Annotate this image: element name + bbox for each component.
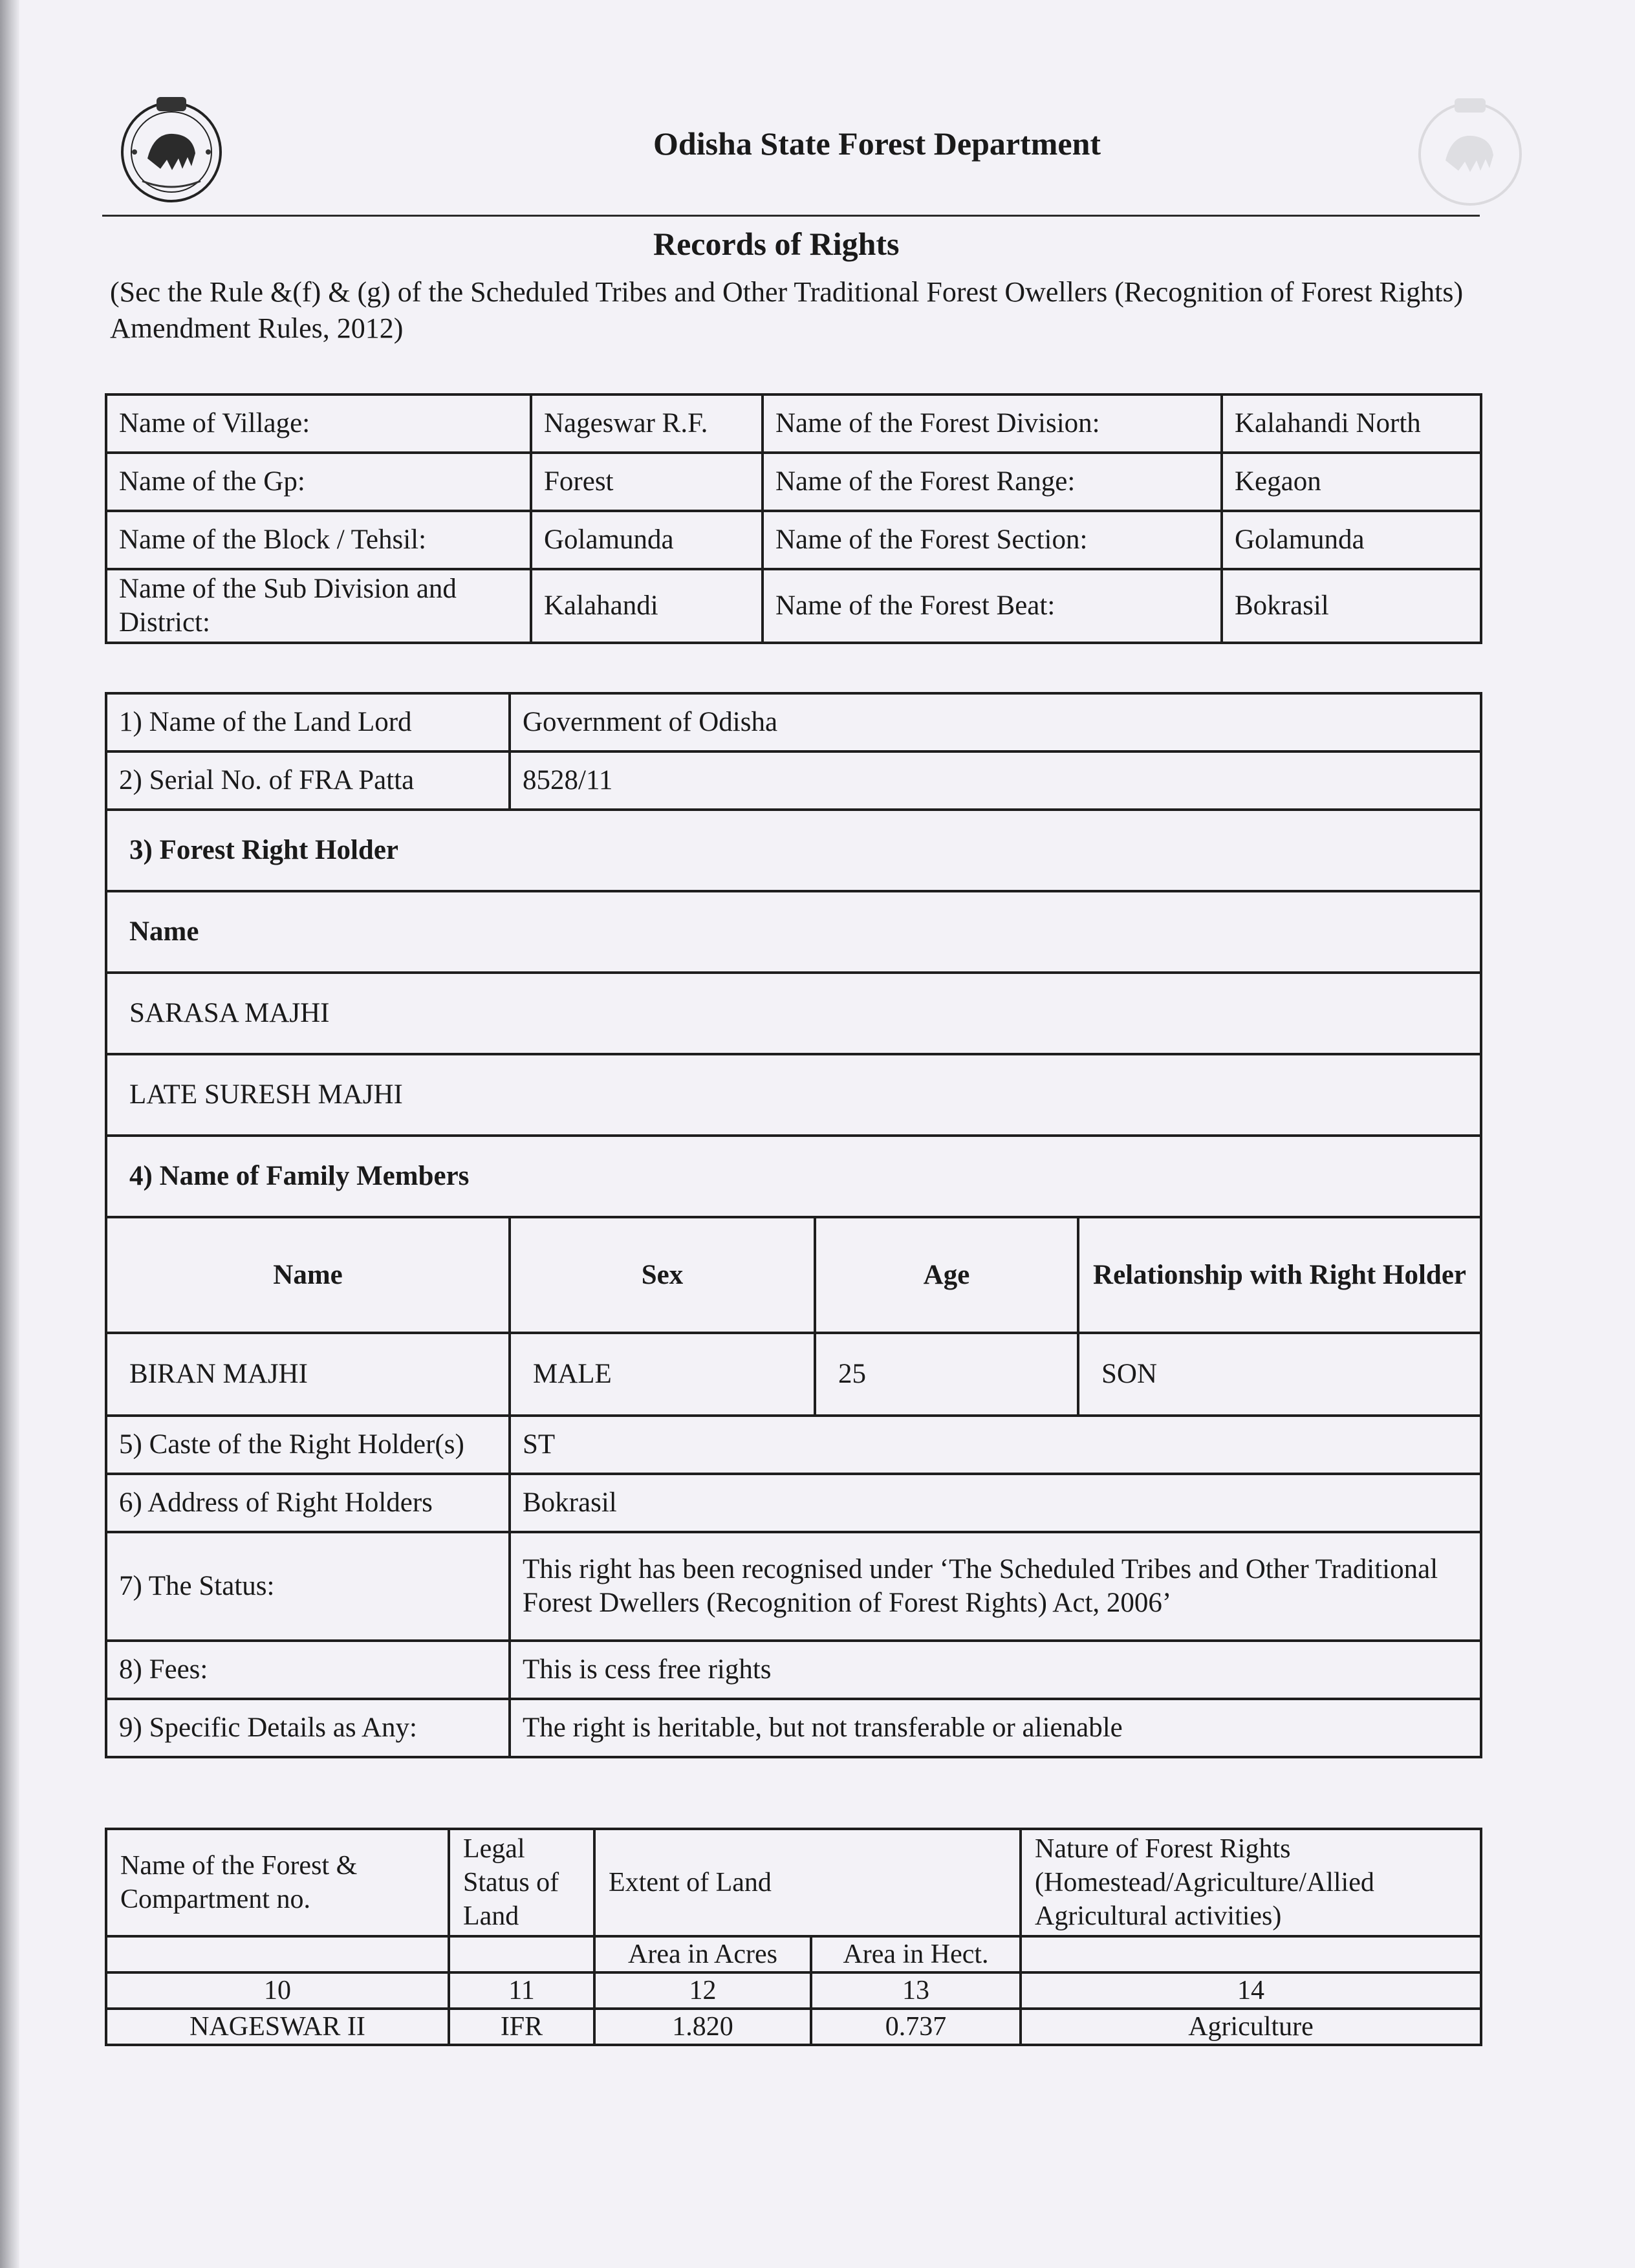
block-tehsil-label: Name of the Block / Tehsil: <box>106 511 531 569</box>
department-title: Odisha State Forest Department <box>653 125 1101 162</box>
record-table <box>105 692 1482 1758</box>
table-row <box>106 693 1481 751</box>
status-value: This right has been recognised under ‘The Scheduled Tribes and Other Traditional Forest Dwellers (Recognition of Forest Rights) Act, 2006’ <box>510 1532 1481 1641</box>
col-number-11: 11 <box>449 1972 594 2009</box>
table-row <box>106 1972 1481 2009</box>
table-row <box>106 1829 1481 1936</box>
land-area-hect: 0.737 <box>811 2009 1021 2045</box>
land-lord-value: Government of Odisha <box>510 693 1481 751</box>
family-member-sex: MALE <box>510 1333 815 1416</box>
table-row <box>106 973 1481 1054</box>
table-row <box>106 891 1481 973</box>
family-col-age: Age <box>815 1217 1078 1333</box>
table-row <box>106 810 1481 891</box>
col-nature-of-rights: Nature of Forest Rights (Homestead/Agriculture/Allied Agricultural activities) <box>1021 1829 1481 1936</box>
forest-division-value: Kalahandi North <box>1222 394 1481 453</box>
table-row <box>106 453 1481 511</box>
document-title: Records of Rights <box>653 226 900 262</box>
family-col-sex: Sex <box>510 1217 815 1333</box>
status-label: 7) The Status: <box>106 1532 510 1641</box>
land-nature: Agriculture <box>1021 2009 1481 2045</box>
family-col-name: Name <box>106 1217 510 1333</box>
family-heading: 4) Name of Family Members <box>106 1136 1481 1217</box>
table-row <box>106 1532 1481 1641</box>
table-row <box>106 1333 1481 1416</box>
col-number-10: 10 <box>106 1972 449 2009</box>
serial-label: 2) Serial No. of FRA Patta <box>106 751 510 810</box>
sub-division-value: Kalahandi <box>531 569 763 643</box>
details-label: 9) Specific Details as Any: <box>106 1699 510 1757</box>
forest-beat-value: Bokrasil <box>1222 569 1481 643</box>
sub-area-acres: Area in Acres <box>594 1936 811 1972</box>
fees-label: 8) Fees: <box>106 1641 510 1699</box>
village-label: Name of Village: <box>106 394 531 453</box>
forest-section-label: Name of the Forest Section: <box>763 511 1222 569</box>
table-row <box>106 751 1481 810</box>
land-details-table <box>105 1828 1482 2046</box>
table-row <box>106 394 1481 453</box>
table-row <box>106 1936 1481 1972</box>
land-forest-name: NAGESWAR II <box>106 2009 449 2045</box>
location-table <box>105 393 1482 644</box>
details-value: The right is heritable, but not transferable or alienable <box>510 1699 1481 1757</box>
village-value: Nageswar R.F. <box>531 394 763 453</box>
family-col-relationship: Relationship with Right Holder <box>1078 1217 1481 1333</box>
table-row <box>106 569 1481 643</box>
forest-section-value: Golamunda <box>1222 511 1481 569</box>
col-forest-compartment: Name of the Forest & Compartment no. <box>106 1829 449 1936</box>
holder-father-name: LATE SURESH MAJHI <box>106 1054 1481 1136</box>
table-row <box>106 1699 1481 1757</box>
odisha-emblem-icon <box>116 91 226 204</box>
col-legal-status: Legal Status of Land <box>449 1829 594 1936</box>
forest-division-label: Name of the Forest Division: <box>763 394 1222 453</box>
caste-value: ST <box>510 1416 1481 1474</box>
table-row <box>106 1217 1481 1333</box>
name-heading: Name <box>106 891 1481 973</box>
table-row <box>106 1136 1481 1217</box>
table-row <box>106 1641 1481 1699</box>
gp-value: Forest <box>531 453 763 511</box>
col-extent-of-land: Extent of Land <box>594 1829 1021 1936</box>
forest-range-value: Kegaon <box>1222 453 1481 511</box>
col-number-14: 14 <box>1021 1972 1481 2009</box>
table-row <box>106 1416 1481 1474</box>
document-subtitle: (Sec the Rule &(f) & (g) of the Scheduled Tribes and Other Traditional Forest Owellers (Recognition of Forest Rights) Amendment Rules, 2012) <box>110 276 1464 344</box>
land-legal-status: IFR <box>449 2009 594 2045</box>
col-number-12: 12 <box>594 1972 811 2009</box>
forest-range-label: Name of the Forest Range: <box>763 453 1222 511</box>
table-row <box>106 2009 1481 2045</box>
table-row <box>106 511 1481 569</box>
caste-label: 5) Caste of the Right Holder(s) <box>106 1416 510 1474</box>
gp-label: Name of the Gp: <box>106 453 531 511</box>
family-member-relationship: SON <box>1078 1333 1481 1416</box>
sub-area-hect: Area in Hect. <box>811 1936 1021 1972</box>
family-member-name: BIRAN MAJHI <box>106 1333 510 1416</box>
sub-empty-legal <box>449 1936 594 1972</box>
table-row <box>106 1474 1481 1532</box>
sub-empty-nature <box>1021 1936 1481 1972</box>
address-value: Bokrasil <box>510 1474 1481 1532</box>
serial-value: 8528/11 <box>510 751 1481 810</box>
land-lord-label: 1) Name of the Land Lord <box>106 693 510 751</box>
fees-value: This is cess free rights <box>510 1641 1481 1699</box>
header-divider <box>102 215 1480 217</box>
sub-empty-forest <box>106 1936 449 1972</box>
sub-division-label: Name of the Sub Division and District: <box>106 569 531 643</box>
address-label: 6) Address of Right Holders <box>106 1474 510 1532</box>
block-tehsil-value: Golamunda <box>531 511 763 569</box>
holder-heading: 3) Forest Right Holder <box>106 810 1481 891</box>
col-number-13: 13 <box>811 1972 1021 2009</box>
table-row <box>106 1054 1481 1136</box>
forest-beat-label: Name of the Forest Beat: <box>763 569 1222 643</box>
land-area-acres: 1.820 <box>594 2009 811 2045</box>
family-member-age: 25 <box>815 1333 1078 1416</box>
odisha-emblem-watermark-icon <box>1413 91 1526 207</box>
holder-name: SARASA MAJHI <box>106 973 1481 1054</box>
